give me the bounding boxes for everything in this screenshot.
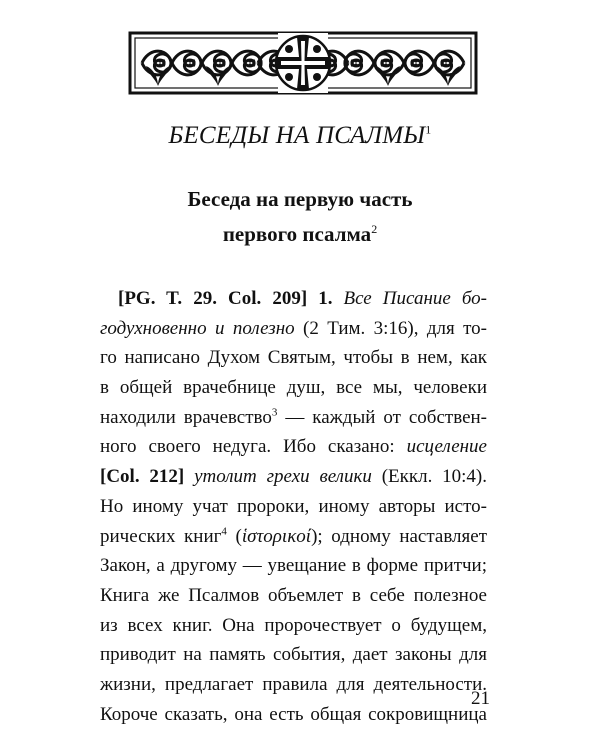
column-reference: [PG. T. 29. Col. 209] 1. bbox=[118, 288, 333, 309]
scripture-quote: утолит грехи велики bbox=[184, 466, 372, 488]
text-line: ного своего недуга. Ибо сказано: исцеление bbox=[100, 436, 487, 458]
text-line bbox=[100, 284, 487, 314]
chapter-title-line: Беседа на первую часть bbox=[187, 187, 413, 211]
scripture-quote: годухновенно и полезно bbox=[100, 317, 295, 339]
greek-term: ἱστορικοί bbox=[241, 525, 312, 547]
footnote-ref[interactable]: 3 bbox=[271, 406, 278, 419]
cross-ornament-icon bbox=[128, 30, 478, 96]
text-line: в общей врачебнице душ, все мы, человеки bbox=[100, 377, 487, 399]
section-title-text: БЕСЕДЫ НА ПСАЛМЫ bbox=[168, 122, 426, 149]
chapter-title bbox=[0, 184, 600, 249]
scripture-quote: Все Писание бо- bbox=[343, 288, 487, 309]
text-line: Но иному учат пророки, иному авторы исто- bbox=[100, 495, 487, 517]
column-reference: [Col. 212] bbox=[100, 466, 185, 488]
text-line: Короче сказать, она есть общая сокровищница bbox=[100, 703, 487, 725]
text-line: [Col. 212] утолит грехи велики (Еккл. 10:4). bbox=[100, 466, 488, 488]
chapter-title-line: первого псалма$^2$ bbox=[222, 222, 378, 246]
text-line: годухновенно и полезно (2 Тим. 3:16), для то- bbox=[100, 317, 488, 339]
scripture-quote: исцеление bbox=[406, 436, 487, 458]
text-line: приводит на память события, дает законы для bbox=[100, 644, 487, 666]
text-line: рических книг$^4$ (ἱστορικοί); одному наставляет bbox=[100, 525, 488, 547]
text-line: Книга же Псалмов объемлет в себе полезное bbox=[100, 584, 487, 606]
text-line: находили врачевство$^3$ — каждый от собствен- bbox=[100, 406, 487, 428]
section-title bbox=[0, 122, 600, 150]
footnote-ref[interactable]: 4 bbox=[221, 525, 227, 538]
footnote-ref[interactable]: 1 bbox=[425, 122, 432, 137]
body-paragraph bbox=[100, 284, 487, 729]
text-line: Закон, а другому — увещание в форме притчи; bbox=[100, 555, 487, 577]
footnote-ref[interactable]: 2 bbox=[371, 222, 378, 236]
page-number: 21 bbox=[471, 688, 490, 709]
text-line: го написано Духом Святым, чтобы в нем, как bbox=[100, 347, 487, 369]
text-line: жизни, предлагает правила для деятельности. bbox=[100, 673, 487, 695]
text-line: из всех книг. Она пророчествует о будущем, bbox=[100, 614, 487, 636]
